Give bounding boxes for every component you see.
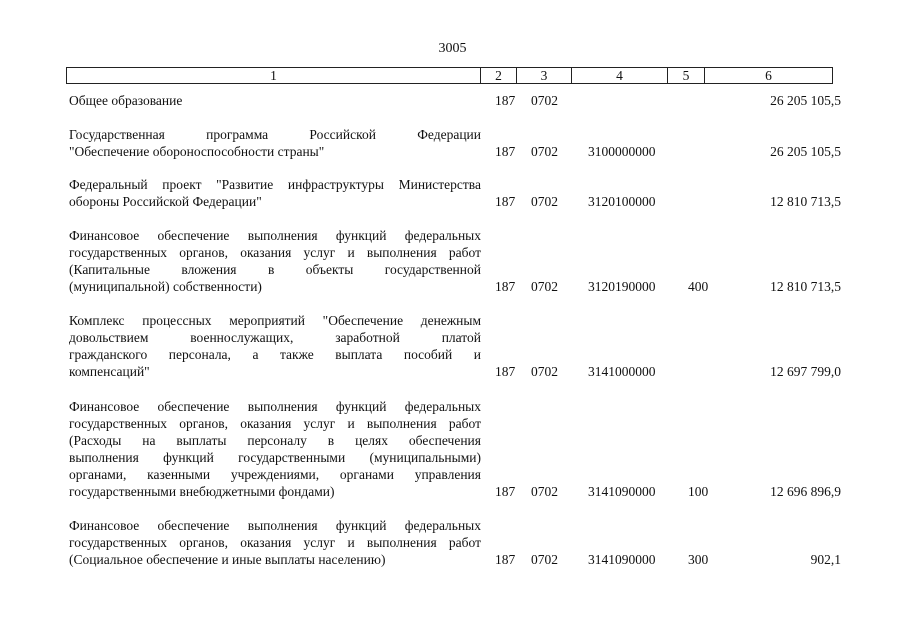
row-name: Общее образование [69,93,183,108]
cell-amount: 12 696 896,9 [770,484,841,499]
cell-section-code: 0702 [531,364,558,379]
row-name: Государственная программа Российской Федерации "Обеспечение обороноспособности страны" [69,127,481,159]
cell-expense-type: 100 [688,484,709,499]
cell-ministry-code: 187 [495,279,516,294]
row-name: Комплекс процессных мероприятий "Обеспечение денежным довольствием военнослужащих, заработной платой гражданского персонала, а также выплата пособий и компенсаций" [69,313,481,379]
cell-expense-type: 400 [688,279,709,294]
cell-section-code: 0702 [531,194,558,209]
row-name: Финансовое обеспечение выполнения функций федеральных государственных органов, оказания услуг и выполнения работ (Социальное обеспечение и иные выплаты населению) [69,518,481,567]
cell-section-code: 0702 [531,552,558,567]
cell-section-code: 0702 [531,93,558,108]
column-header-1: 1 [67,68,481,84]
cell-target-code: 3141090000 [588,552,656,567]
cell-section-code: 0702 [531,144,558,159]
column-header-2: 2 [481,68,517,84]
cell-section-code: 0702 [531,279,558,294]
cell-target-code: 3120190000 [588,279,656,294]
column-header-6: 6 [705,68,833,84]
column-header-5: 5 [668,68,705,84]
row-name: Федеральный проект "Развитие инфраструктуры Министерства обороны Российской Федерации" [69,177,481,209]
cell-ministry-code: 187 [495,484,516,499]
cell-ministry-code: 187 [495,144,516,159]
column-header-table [66,67,833,84]
cell-target-code: 3120100000 [588,194,656,209]
cell-ministry-code: 187 [495,93,516,108]
cell-amount: 26 205 105,5 [770,144,841,159]
cell-section-code: 0702 [531,484,558,499]
row-name: Финансовое обеспечение выполнения функций федеральных государственных органов, оказания услуг и выполнения работ (Расходы на выплаты персоналу в целях обеспечения выполнения функций государственными (муниципальными) органами, казенными учреждениями, органами управления государственными внебюджетными фондами) [69,399,481,499]
cell-target-code: 3100000000 [588,144,656,159]
column-header-3: 3 [517,68,572,84]
cell-ministry-code: 187 [495,194,516,209]
cell-amount: 12 810 713,5 [770,279,841,294]
page-number: 3005 [438,41,467,56]
cell-ministry-code: 187 [495,552,516,567]
cell-amount: 12 810 713,5 [770,194,841,209]
cell-target-code: 3141090000 [588,484,656,499]
column-header-4: 4 [572,68,668,84]
cell-expense-type: 300 [688,552,709,567]
cell-target-code: 3141000000 [588,364,656,379]
row-name: Финансовое обеспечение выполнения функций федеральных государственных органов, оказания услуг и выполнения работ (Капитальные вложения в объекты государственной (муниципальной) собственности) [69,228,481,294]
cell-amount: 26 205 105,5 [770,93,841,108]
cell-amount: 12 697 799,0 [770,364,841,379]
cell-amount: 902,1 [810,552,841,567]
cell-ministry-code: 187 [495,364,516,379]
